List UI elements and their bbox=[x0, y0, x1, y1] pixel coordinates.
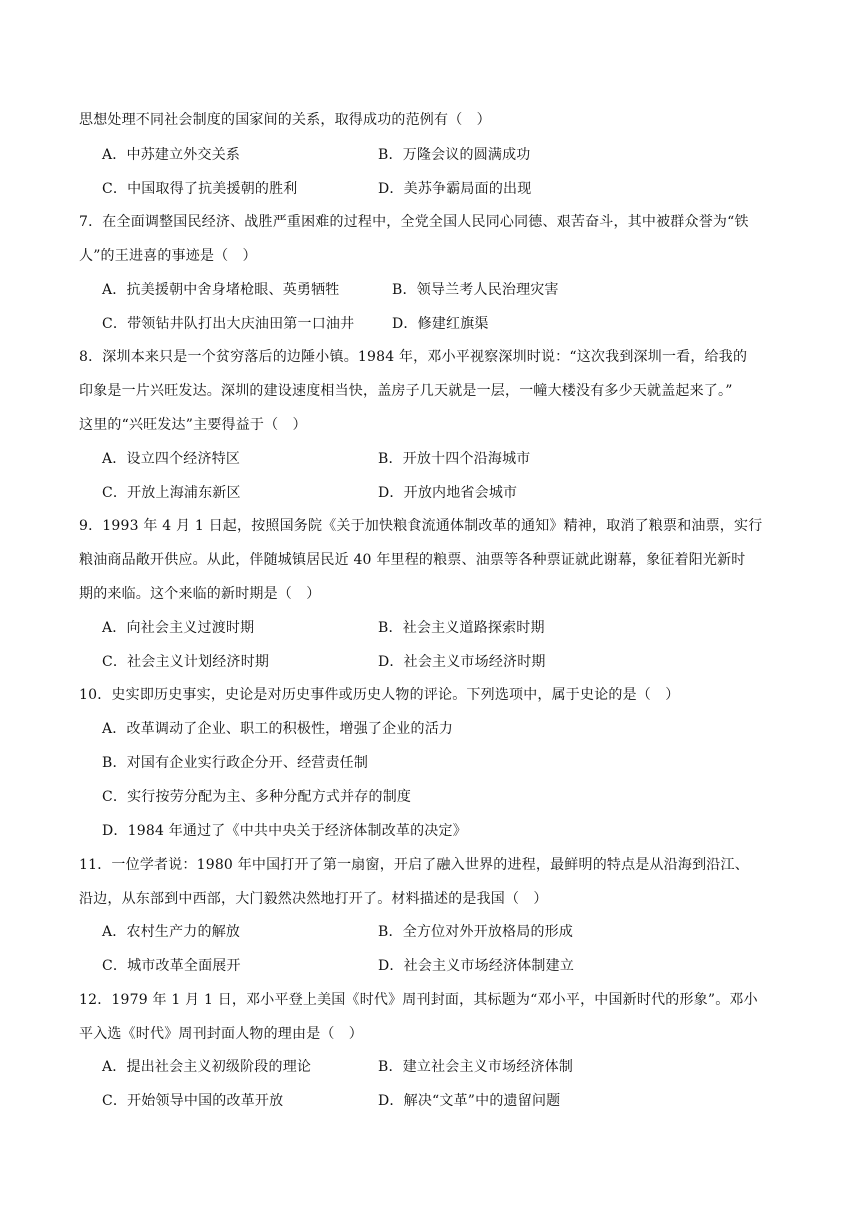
q11-stem-line-1: 11．一位学者说：1980 年中国打开了第一扇窗，开启了融入世界的进程，最鲜明的特点是从沿海到沿江、 bbox=[79, 857, 749, 873]
q7-stem-line-1: 7．在全面调整国民经济、战胜严重困难的过程中，全党全国人民同心同德、艰苦奋斗，其中被群众誉为“铁 bbox=[79, 214, 749, 230]
q7-option-a: A．抗美援朝中舍身堵枪眼、英勇牺牲 bbox=[102, 282, 340, 298]
q11-option-b: B．全方位对外开放格局的形成 bbox=[378, 924, 574, 940]
q11-option-a: A．农村生产力的解放 bbox=[102, 924, 241, 940]
q7-stem-line-2: 人”的王进喜的事迹是（ ） bbox=[79, 248, 257, 264]
q12-option-c: C．开始领导中国的改革开放 bbox=[102, 1093, 284, 1109]
q10-option-d: D．1984 年通过了《中共中央关于经济体制改革的决定》 bbox=[102, 823, 467, 839]
q9-stem-line-3: 期的来临。这个来临的新时期是（ ） bbox=[79, 586, 321, 602]
q12-stem-line-2: 平入选《时代》周刊封面人物的理由是（ ） bbox=[79, 1026, 363, 1042]
q9-option-a: A．向社会主义过渡时期 bbox=[102, 620, 255, 636]
q10-stem-line-1: 10．史实即历史事实，史论是对历史事件或历史人物的评论。下列选项中，属于史论的是（ ） bbox=[79, 687, 680, 703]
q10-option-b: B．对国有企业实行政企分开、经营责任制 bbox=[102, 755, 369, 771]
q8-stem-line-1: 8．深圳本来只是一个贫穷落后的边陲小镇。1984 年，邓小平视察深圳时说：“这次我到深圳一看，给我的 bbox=[79, 349, 748, 365]
q8-option-a: A．设立四个经济特区 bbox=[102, 451, 241, 467]
q8-option-d: D．开放内地省会城市 bbox=[378, 485, 518, 501]
q6-option-c: C．中国取得了抗美援朝的胜利 bbox=[102, 181, 298, 197]
q6-stem-tail: 思想处理不同社会制度的国家间的关系，取得成功的范例有（ ） bbox=[79, 112, 491, 128]
q6-option-d: D．美苏争霸局面的出现 bbox=[378, 181, 532, 197]
q9-option-b: B．社会主义道路探索时期 bbox=[378, 620, 545, 636]
q8-option-b: B．开放十四个沿海城市 bbox=[378, 451, 531, 467]
q9-option-c: C．社会主义计划经济时期 bbox=[102, 654, 270, 670]
q9-stem-line-1: 9．1993 年 4 月 1 日起，按照国务院《关于加快粮食流通体制改革的通知》精神，取消了粮票和油票，实行 bbox=[79, 518, 763, 534]
q10-option-a: A．改革调动了企业、职工的积极性，增强了企业的活力 bbox=[102, 721, 454, 737]
q11-stem-line-2: 沿边，从东部到中西部，大门毅然决然地打开了。材料描述的是我国（ ） bbox=[79, 891, 548, 907]
q6-option-b: B．万隆会议的圆满成功 bbox=[378, 147, 531, 163]
q7-option-c: C．带领钻井队打出大庆油田第一口油井 bbox=[102, 316, 355, 332]
q12-option-a: A．提出社会主义初级阶段的理论 bbox=[102, 1059, 312, 1075]
q12-stem-line-1: 12．1979 年 1 月 1 日，邓小平登上美国《时代》周刊封面，其标题为“邓小平，中国新时代的形象”。邓小 bbox=[79, 992, 758, 1008]
q10-option-c: C．实行按劳分配为主、多种分配方式并存的制度 bbox=[102, 789, 412, 805]
q12-option-b: B．建立社会主义市场经济体制 bbox=[378, 1059, 574, 1075]
q8-option-c: C．开放上海浦东新区 bbox=[102, 485, 241, 501]
q12-option-d: D．解决“文革”中的遗留问题 bbox=[378, 1093, 561, 1109]
q9-option-d: D．社会主义市场经济时期 bbox=[378, 654, 546, 670]
q11-option-c: C．城市改革全面展开 bbox=[102, 958, 241, 974]
q7-option-d: D．修建红旗渠 bbox=[392, 316, 489, 332]
q8-stem-line-3: 这里的“兴旺发达”主要得益于（ ） bbox=[79, 417, 307, 433]
q9-stem-line-2: 粮油商品敞开供应。从此，伴随城镇居民近 40 年里程的粮票、油票等各种票证就此谢幕，象征着阳光新时 bbox=[79, 552, 746, 568]
q6-option-a: A．中苏建立外交关系 bbox=[102, 147, 241, 163]
q11-option-d: D．社会主义市场经济体制建立 bbox=[378, 958, 575, 974]
q8-stem-line-2: 印象是一片兴旺发达。深圳的建设速度相当快，盖房子几天就是一层，一幢大楼没有多少天就盖起来了。” bbox=[79, 383, 733, 399]
q7-option-b: B．领导兰考人民治理灾害 bbox=[392, 282, 559, 298]
